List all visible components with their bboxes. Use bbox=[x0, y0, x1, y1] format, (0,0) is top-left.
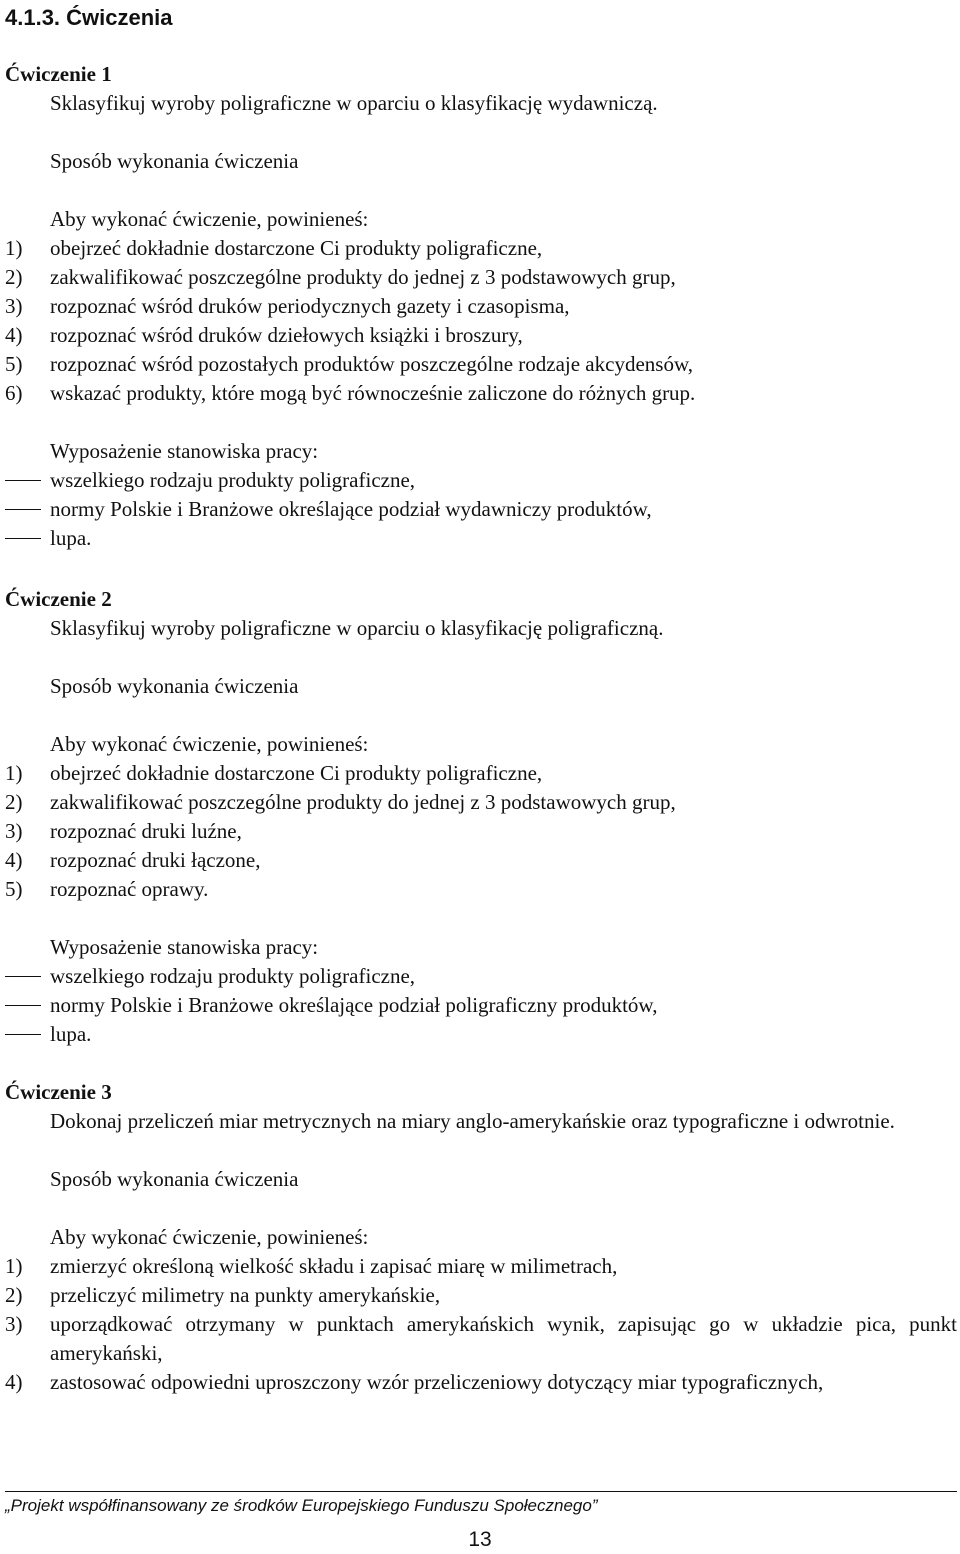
method-heading: Sposób wykonania ćwiczenia bbox=[50, 674, 299, 698]
steps-intro: Aby wykonać ćwiczenie, powinieneś: bbox=[50, 207, 369, 231]
exercise-task: Sklasyfikuj wyroby poligraficzne w oparciu o klasyfikację wydawniczą. bbox=[50, 91, 658, 115]
step-number: 4) bbox=[5, 848, 23, 872]
step-number: 4) bbox=[5, 323, 23, 347]
dash-bullet-icon bbox=[5, 509, 41, 510]
steps-list bbox=[5, 234, 957, 408]
list-item bbox=[5, 263, 957, 292]
list-item bbox=[5, 379, 957, 408]
equipment-list bbox=[5, 466, 957, 553]
list-item bbox=[5, 1020, 957, 1049]
dash-bullet-icon bbox=[5, 538, 41, 539]
step-text: zakwalifikować poszczególne produkty do jednej z 3 podstawowych grup, bbox=[50, 265, 676, 289]
list-item bbox=[5, 962, 957, 991]
exercise-2 bbox=[5, 585, 957, 1049]
step-number: 5) bbox=[5, 877, 23, 901]
step-number: 6) bbox=[5, 381, 23, 405]
step-number: 2) bbox=[5, 1283, 23, 1307]
dash-bullet-icon bbox=[5, 1034, 41, 1035]
steps-intro: Aby wykonać ćwiczenie, powinieneś: bbox=[50, 732, 369, 756]
equipment-text: normy Polskie i Branżowe określające podział wydawniczy produktów, bbox=[50, 497, 652, 521]
list-item bbox=[5, 350, 957, 379]
equipment-text: normy Polskie i Branżowe określające podział poligraficzny produktów, bbox=[50, 993, 658, 1017]
step-number: 3) bbox=[5, 1312, 23, 1336]
step-text: przeliczyć milimetry na punkty amerykańskie, bbox=[50, 1283, 441, 1307]
dash-bullet-icon bbox=[5, 976, 41, 977]
list-item bbox=[5, 788, 957, 817]
step-text: wskazać produkty, które mogą być równocześnie zaliczone do różnych grup. bbox=[50, 381, 696, 405]
list-item bbox=[5, 1252, 957, 1281]
step-number: 2) bbox=[5, 265, 23, 289]
steps-intro: Aby wykonać ćwiczenie, powinieneś: bbox=[50, 1225, 369, 1249]
exercise-heading: Ćwiczenie 2 bbox=[5, 587, 112, 611]
method-heading: Sposób wykonania ćwiczenia bbox=[50, 149, 299, 173]
step-number: 3) bbox=[5, 294, 23, 318]
exercise-heading: Ćwiczenie 3 bbox=[5, 1080, 112, 1104]
list-item bbox=[5, 524, 957, 553]
step-number: 5) bbox=[5, 352, 23, 376]
exercise-1 bbox=[5, 60, 957, 553]
list-item bbox=[5, 991, 957, 1020]
step-number: 1) bbox=[5, 236, 23, 260]
step-text: uporządkować otrzymany w punktach amerykańskich wynik, zapisując go w układzie pica, punkt amerykański, bbox=[50, 1312, 957, 1365]
step-number: 3) bbox=[5, 819, 23, 843]
section-title: 4.1.3. Ćwiczenia bbox=[5, 5, 173, 30]
dash-bullet-icon bbox=[5, 1005, 41, 1006]
list-item bbox=[5, 466, 957, 495]
step-number: 1) bbox=[5, 761, 23, 785]
step-text: rozpoznać wśród pozostałych produktów poszczególne rodzaje akcydensów, bbox=[50, 352, 693, 376]
dash-bullet-icon bbox=[5, 480, 41, 481]
equipment-text: wszelkiego rodzaju produkty poligraficzne, bbox=[50, 468, 416, 492]
list-item bbox=[5, 495, 957, 524]
list-item bbox=[5, 321, 957, 350]
step-number: 4) bbox=[5, 1370, 23, 1394]
footer-text: „Projekt współfinansowany ze środków Europejskiego Funduszu Społecznego” bbox=[5, 1496, 598, 1515]
list-item bbox=[5, 875, 957, 904]
exercise-task: Sklasyfikuj wyroby poligraficzne w oparciu o klasyfikację poligraficzną. bbox=[50, 616, 664, 640]
steps-list bbox=[5, 759, 957, 904]
exercise-3 bbox=[5, 1078, 957, 1397]
list-item bbox=[5, 1368, 957, 1397]
step-text: rozpoznać wśród druków dziełowych książki i broszury, bbox=[50, 323, 523, 347]
footer-divider bbox=[5, 1491, 957, 1492]
step-text: zakwalifikować poszczególne produkty do jednej z 3 podstawowych grup, bbox=[50, 790, 676, 814]
page-number: 13 bbox=[468, 1528, 492, 1551]
step-text: obejrzeć dokładnie dostarczone Ci produkty poligraficzne, bbox=[50, 236, 543, 260]
step-number: 2) bbox=[5, 790, 23, 814]
step-text: rozpoznać oprawy. bbox=[50, 877, 209, 901]
list-item bbox=[5, 759, 957, 788]
list-item bbox=[5, 846, 957, 875]
list-item bbox=[5, 292, 957, 321]
step-number: 1) bbox=[5, 1254, 23, 1278]
list-item bbox=[5, 234, 957, 263]
list-item bbox=[5, 1310, 957, 1368]
equipment-heading: Wyposażenie stanowiska pracy: bbox=[50, 439, 319, 463]
steps-list bbox=[5, 1252, 957, 1397]
step-text: zastosować odpowiedni uproszczony wzór przeliczeniowy dotyczący miar typograficznych, bbox=[50, 1370, 824, 1394]
equipment-list bbox=[5, 962, 957, 1049]
step-text: rozpoznać wśród druków periodycznych gazety i czasopisma, bbox=[50, 294, 570, 318]
equipment-heading: Wyposażenie stanowiska pracy: bbox=[50, 935, 319, 959]
step-text: rozpoznać druki łączone, bbox=[50, 848, 261, 872]
equipment-text: lupa. bbox=[50, 1022, 92, 1046]
page-footer bbox=[5, 1491, 957, 1517]
exercise-heading: Ćwiczenie 1 bbox=[5, 62, 112, 86]
method-heading: Sposób wykonania ćwiczenia bbox=[50, 1167, 299, 1191]
equipment-text: lupa. bbox=[50, 526, 92, 550]
step-text: obejrzeć dokładnie dostarczone Ci produkty poligraficzne, bbox=[50, 761, 543, 785]
list-item bbox=[5, 817, 957, 846]
step-text: zmierzyć określoną wielkość składu i zapisać miarę w milimetrach, bbox=[50, 1254, 618, 1278]
list-item bbox=[5, 1281, 957, 1310]
step-text: rozpoznać druki luźne, bbox=[50, 819, 242, 843]
equipment-text: wszelkiego rodzaju produkty poligraficzne, bbox=[50, 964, 416, 988]
exercise-task: Dokonaj przeliczeń miar metrycznych na miary anglo-amerykańskie oraz typograficzne i odwrotnie. bbox=[50, 1109, 895, 1133]
